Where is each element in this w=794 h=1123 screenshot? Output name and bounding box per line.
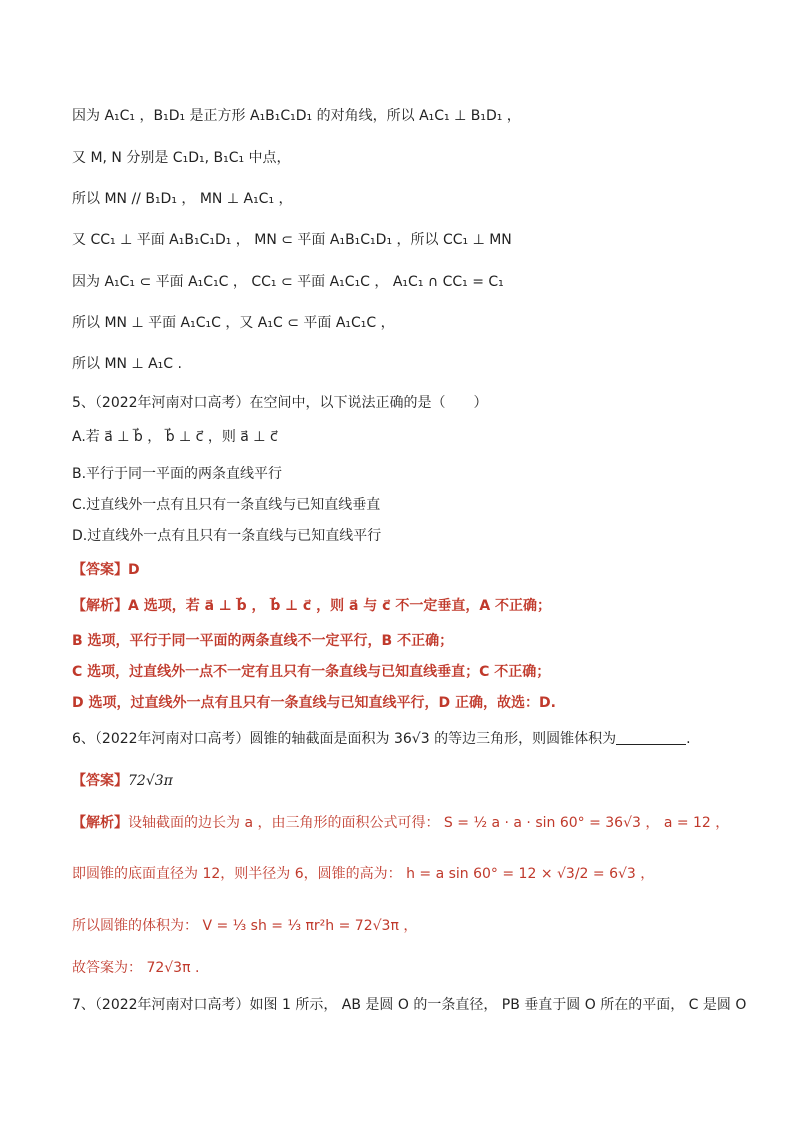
- proof-line-2: 又 M, N 分别是 C₁D₁, B₁C₁ 中点，: [72, 150, 291, 166]
- question-5-stem: 5、（2022年河南对口高考）在空间中，以下说法正确的是（ ）: [72, 395, 488, 411]
- question-5-analysis-1: [72, 596, 551, 616]
- stem-end: .: [686, 731, 691, 747]
- proof-line-7: 所以 MN ⊥ A₁C .: [72, 356, 182, 372]
- question-5-analysis-4: D 选项，过直线外一点有且只有一条直线与已知直线平行，D 正确，故选：D.: [72, 695, 556, 711]
- question-6-stem: [72, 729, 691, 749]
- answer-tag: 【答案】: [72, 773, 128, 789]
- question-5-option-d: D.过直线外一点有且只有一条直线与已知直线平行: [72, 528, 382, 544]
- analysis-text: A 选项，若 a⃗ ⊥ b⃗ ， b⃗ ⊥ c⃗ ，则 a⃗ 与 c⃗ 不一定垂直，A 不正确；: [128, 598, 552, 614]
- question-6-analysis-3: 所以圆锥的体积为： V = ⅓ sh = ⅓ πr²h = 72√3π ，: [72, 918, 418, 934]
- question-5-option-c: C.过直线外一点有且只有一条直线与已知直线垂直: [72, 497, 381, 513]
- answer-value: D: [128, 562, 140, 578]
- analysis-text: 设轴截面的边长为 a ，由三角形的面积公式可得： S = ½ a · a · sin 60° = 36√3 ， a = 12 ，: [128, 815, 730, 831]
- question-5-answer: [72, 560, 140, 580]
- question-6-answer: [72, 771, 173, 791]
- answer-value: 72√3π: [128, 773, 173, 789]
- proof-line-3: 所以 MN // B₁D₁ ， MN ⊥ A₁C₁ ，: [72, 191, 293, 207]
- proof-line-4: 又 CC₁ ⊥ 平面 A₁B₁C₁D₁ ， MN ⊂ 平面 A₁B₁C₁D₁ ，所以 CC₁ ⊥ MN: [72, 232, 512, 248]
- question-6-analysis-2: 即圆锥的底面直径为 12，则半径为 6，圆锥的高为： h = a sin 60° = 12 × √3/2 = 6√3 ，: [72, 866, 655, 882]
- question-5-analysis-3: C 选项，过直线外一点不一定有且只有一条直线与已知直线垂直；C 不正确；: [72, 664, 551, 680]
- analysis-tag: 【解析】: [72, 598, 128, 614]
- stem-text: 6、（2022年河南对口高考）圆锥的轴截面是面积为 36√3 的等边三角形，则圆锥体积为: [72, 731, 617, 747]
- answer-blank: [616, 730, 686, 745]
- question-5-option-b: B.平行于同一平面的两条直线平行: [72, 466, 283, 482]
- question-6-analysis-4: 故答案为： 72√3π .: [72, 960, 200, 976]
- question-7-stem: 7、（2022年河南对口高考）如图 1 所示， AB 是圆 O 的一条直径， PB 垂直于圆 O 所在的平面， C 是圆 O: [72, 997, 747, 1013]
- proof-line-1: 因为 A₁C₁ ，B₁D₁ 是正方形 A₁B₁C₁D₁ 的对角线，所以 A₁C₁ ⊥ B₁D₁ ，: [72, 108, 521, 124]
- proof-line-5: 因为 A₁C₁ ⊂ 平面 A₁C₁C ， CC₁ ⊂ 平面 A₁C₁C ， A₁C₁ ∩ CC₁ = C₁: [72, 274, 504, 290]
- question-6-analysis-1: [72, 813, 729, 833]
- analysis-tag: 【解析】: [72, 815, 128, 831]
- proof-line-6: 所以 MN ⊥ 平面 A₁C₁C ，又 A₁C ⊂ 平面 A₁C₁C ，: [72, 315, 395, 331]
- question-5-option-a: A.若 a⃗ ⊥ b⃗ ， b⃗ ⊥ c⃗ ，则 a⃗ ⊥ c⃗: [72, 429, 278, 445]
- question-5-analysis-2: B 选项，平行于同一平面的两条直线不一定平行，B 不正确；: [72, 633, 454, 649]
- answer-tag: 【答案】: [72, 562, 128, 578]
